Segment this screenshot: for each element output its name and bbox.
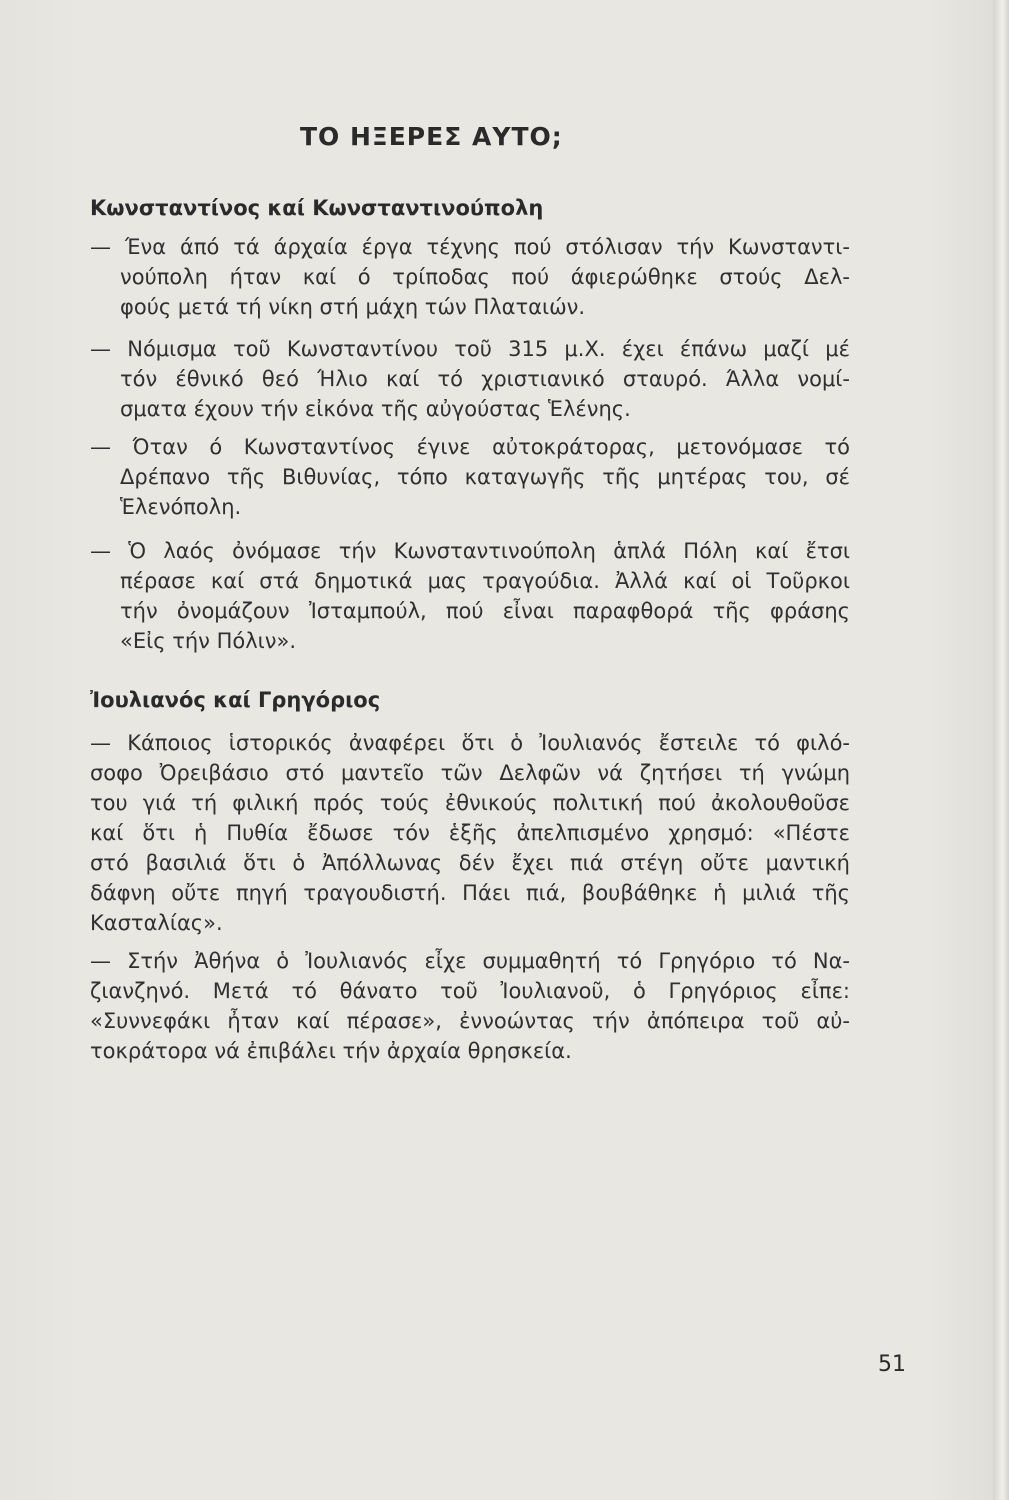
text-line: νούπολη ήταν καί ό τρίποδας πού άφιερώθηκε στούς Δελ- (120, 265, 850, 289)
page-number: 51 (878, 1352, 906, 1377)
page-edge (993, 0, 1009, 1500)
paragraph-julian-2 (90, 946, 850, 1066)
section-heading-julian: Ἰουλιανός καί Γρηγόριος (90, 688, 381, 712)
text-line: — Στήν Ἀθήνα ὁ Ἰουλιανός εἶχε συμμαθητή τό Γρηγόριο τό Να- (90, 949, 850, 973)
text-line: τήν ὀνομάζουν Ἰσταμπούλ, πού εἶναι παραφθορά τῆς φράσης (120, 599, 850, 623)
text-line: — Όταν ό Κωνσταντίνος έγινε αὐτοκράτορας, μετονόμασε τό (90, 435, 850, 459)
text-line: πέρασε καί στά δημοτικά μας τραγούδια. Ἀλλά καί οἱ Τοῦρκοι (120, 569, 850, 593)
paragraph-constantine-2 (90, 334, 850, 424)
text-line: σματα έχουν τήν εἰκόνα τῆς αὐγούστας Ἑλένης. (120, 397, 631, 421)
section-heading-constantine: Κωνσταντίνος καί Κωνσταντινούπολη (90, 196, 544, 220)
text-line: Δρέπανο τῆς Βιθυνίας, τόπο καταγωγῆς τῆς μητέρας του, σέ (120, 465, 850, 489)
text-line: τόν έθνικό θεό Ήλιο καί τό χριστιανικό σταυρό. Άλλα νομί- (120, 367, 850, 391)
text-line: σοφο Ὀρειβάσιο στό μαντεῖο τῶν Δελφῶν νά ζητήσει τή γνώμη (90, 761, 850, 785)
text-line: καί ὅτι ἡ Πυθία ἔδωσε τόν ἑξῆς ἀπελπισμένο χρησμό: «Πέστε (90, 821, 850, 845)
text-line: — Νόμισμα τοῦ Κωνσταντίνου τοῦ 315 μ.Χ. έχει έπάνω μαζί μέ (90, 337, 850, 361)
text-line: Ἑλενόπολη. (120, 495, 242, 519)
paragraph-constantine-4 (90, 536, 850, 656)
text-line: — Ὁ λαός ὀνόμασε τήν Κωνσταντινούπολη ἁπλά Πόλη καί ἔτσι (90, 539, 850, 563)
text-line: φούς μετά τή νίκη στή μάχη τών Πλαταιών. (120, 295, 586, 319)
text-line: «Συννεφάκι ἦταν καί πέρασε», ἐννοώντας τήν ἀπόπειρα τοῦ αὐ- (90, 1009, 850, 1033)
text-line: στό βασιλιά ὅτι ὁ Ἀπόλλωνας δέν ἔχει πιά στέγη οὔτε μαντική (90, 851, 850, 875)
text-line: τοκράτορα νά ἐπιβάλει τήν ἀρχαία θρησκεία. (90, 1039, 572, 1063)
text-line: — Κάποιος ἱστορικός ἀναφέρει ὅτι ὁ Ἰουλιανός ἔστειλε τό φιλό- (90, 731, 850, 755)
text-line: δάφνη οὔτε πηγή τραγουδιστή. Πάει πιά, βουβάθηκε ἡ μιλιά τῆς (90, 881, 850, 905)
text-line: — Ένα άπό τά άρχαία έργα τέχνης πού στόλισαν τήν Κωνσταντι- (90, 235, 850, 259)
paragraph-constantine-3 (90, 432, 850, 522)
paragraph-constantine-1 (90, 232, 850, 322)
page-title: ΤΟ ΗΞΕΡΕΣ ΑΥΤΟ; (300, 122, 563, 151)
text-line: «Εἰς τήν Πόλιν». (120, 629, 297, 653)
text-line: Κασταλίας». (90, 911, 223, 935)
text-line: του γιά τή φιλική πρός τούς ἐθνικούς πολιτική πού ἀκολουθοῦσε (90, 791, 850, 815)
text-line: ζιανζηνό. Μετά τό θάνατο τοῦ Ἰουλιανοῦ, ὁ Γρηγόριος εἶπε: (90, 979, 850, 1003)
paragraph-julian-1 (90, 728, 850, 938)
